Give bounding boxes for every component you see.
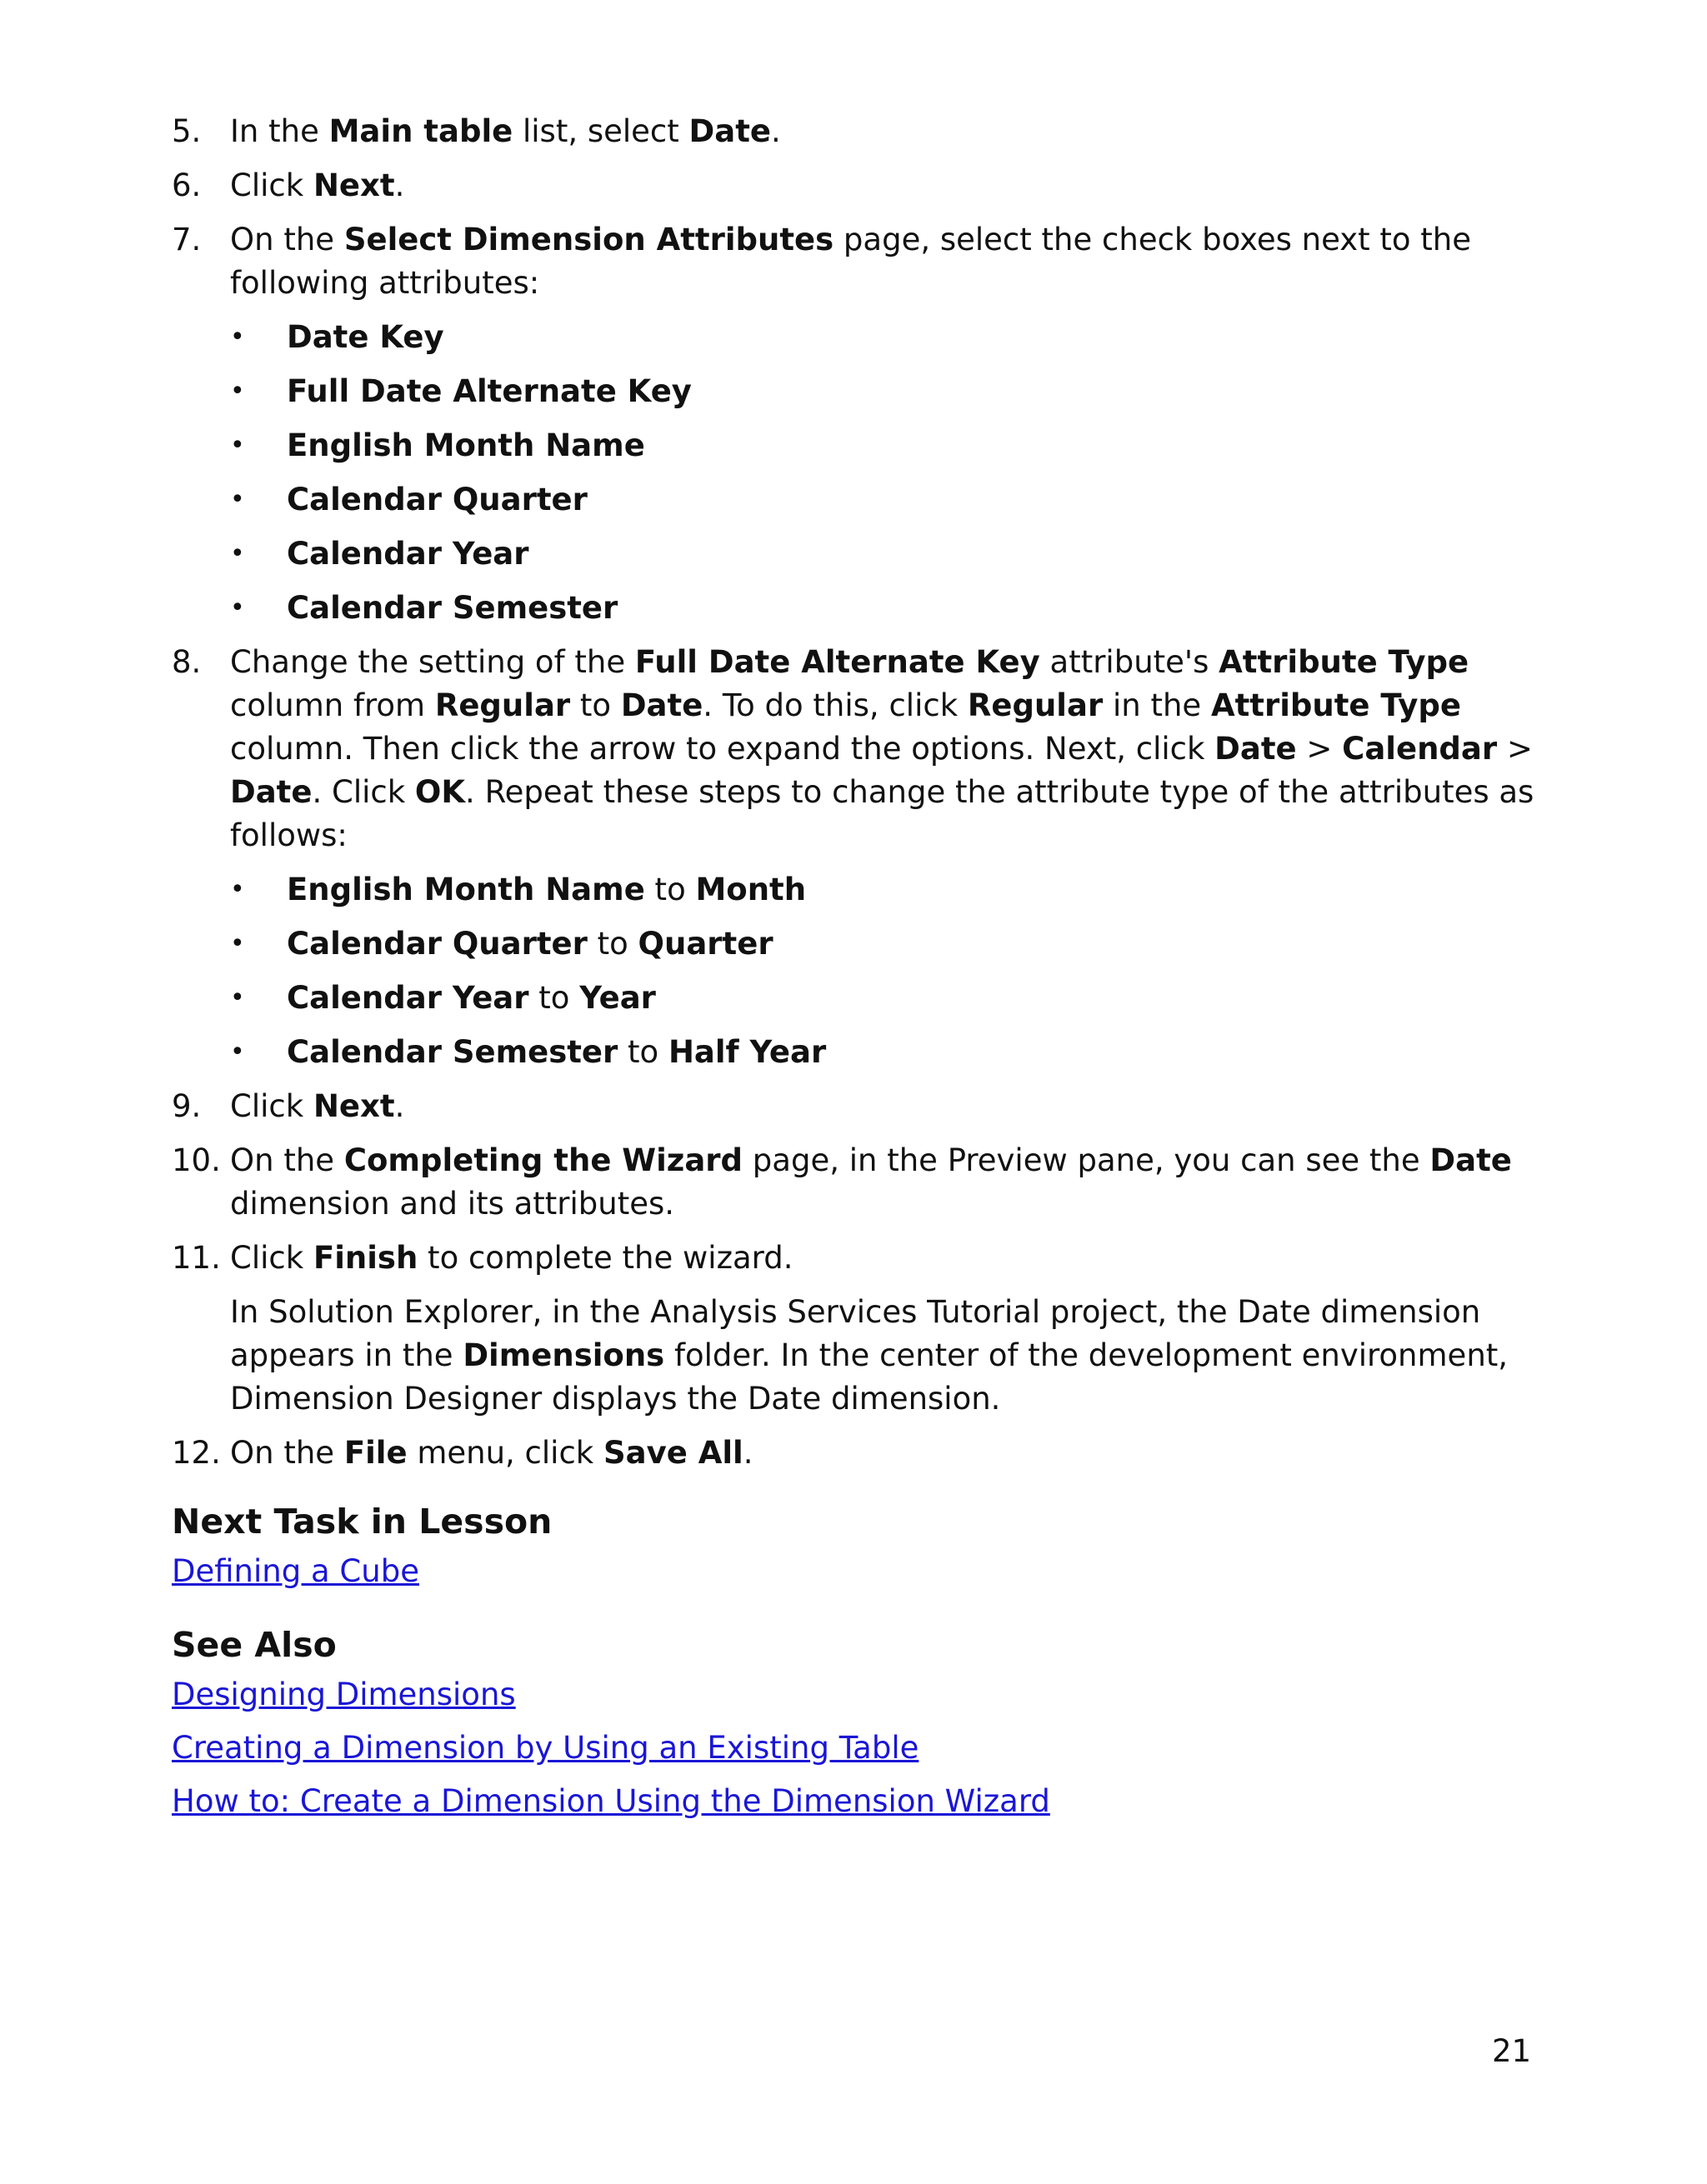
bold-text: Completing the Wizard <box>343 1142 743 1178</box>
see-also-heading: See Also <box>172 1625 337 1665</box>
bold-text: Date <box>230 774 313 810</box>
text: Click <box>230 167 313 203</box>
next-task-section <box>172 1500 1505 1603</box>
text: Change the setting of the <box>230 644 635 680</box>
bold-text: Date Key <box>287 319 444 355</box>
bold-text: Calendar Year <box>287 536 529 572</box>
bold-text: Calendar Quarter <box>287 482 588 517</box>
creating-dimension-existing-table-link[interactable]: Creating a Dimension by Using an Existing Table <box>172 1730 919 1766</box>
text: . Click <box>312 774 415 810</box>
text: . <box>743 1435 753 1471</box>
text: . <box>394 167 405 203</box>
step-item <box>172 110 1555 153</box>
step-item <box>172 1139 1555 1226</box>
attribute-bullet-list <box>230 868 1555 1074</box>
attribute-bullet-list <box>230 316 1555 630</box>
step-number: 6. <box>172 167 202 203</box>
bold-text: Date <box>620 687 703 723</box>
step-text <box>230 641 1555 857</box>
text: to <box>528 980 580 1016</box>
bullet-text <box>287 587 618 630</box>
text: Click <box>230 1240 313 1276</box>
text: to complete the wizard. <box>418 1240 793 1276</box>
step-text <box>230 110 1555 153</box>
step-text <box>230 1237 1555 1280</box>
step-text <box>230 164 1555 207</box>
create-dimension-wizard-link[interactable]: How to: Create a Dimension Using the Dimension Wizard <box>172 1783 1050 1819</box>
bold-text: Attribute Type <box>1219 644 1469 680</box>
step-item <box>172 218 1555 305</box>
bullet-item <box>230 868 1555 912</box>
bullet-icon: • <box>230 539 245 568</box>
bold-text: Select Dimension Attributes <box>343 222 834 257</box>
text: page, select the check boxes next to the following attributes: <box>230 222 1472 301</box>
bullet-item <box>230 922 1555 966</box>
bold-text: Dimensions <box>463 1337 665 1373</box>
bullet-icon: • <box>230 431 245 460</box>
text: column from <box>230 687 435 723</box>
bold-text: Year <box>579 980 656 1016</box>
page-number: 21 <box>1492 2033 1532 2069</box>
step-number: 12. <box>172 1435 221 1471</box>
bold-text: English Month Name <box>287 872 645 907</box>
defining-a-cube-link[interactable]: Defining a Cube <box>172 1553 419 1589</box>
bold-text: Attribute Type <box>1210 687 1461 723</box>
step-number: 10. <box>172 1142 221 1178</box>
bold-text: Quarter <box>638 926 773 962</box>
numbered-steps-list <box>172 110 1555 1486</box>
bullet-item <box>230 977 1555 1020</box>
bullet-text <box>287 370 692 413</box>
text: In Solution Explorer, in the Analysis Services Tutorial project, the Date dimension appears in the <box>230 1294 1481 1373</box>
bold-text: Date <box>1429 1142 1512 1178</box>
step-item <box>172 641 1555 857</box>
step-number: 5. <box>172 113 202 149</box>
bold-text: Calendar Year <box>287 980 529 1016</box>
step-number: 9. <box>172 1088 202 1124</box>
step-text <box>230 1085 1555 1128</box>
bullet-item <box>230 424 1555 467</box>
bullet-icon: • <box>230 377 245 406</box>
bullet-item <box>230 478 1555 522</box>
bullet-item <box>230 316 1555 359</box>
bullet-item <box>230 532 1555 576</box>
text: dimension and its attributes. <box>230 1186 675 1222</box>
bullet-text <box>287 478 588 522</box>
text: menu, click <box>407 1435 603 1471</box>
bullet-text <box>287 316 444 359</box>
text: in the <box>1103 687 1211 723</box>
designing-dimensions-link[interactable]: Designing Dimensions <box>172 1677 516 1712</box>
bullet-item <box>230 587 1555 630</box>
bullet-text <box>287 532 529 576</box>
bold-text: Next <box>313 1088 395 1124</box>
text: to <box>587 926 638 962</box>
bullet-icon: • <box>230 322 245 352</box>
text: to <box>644 872 696 907</box>
text: On the <box>230 1435 344 1471</box>
bold-text: Full Date Alternate Key <box>287 373 692 409</box>
bold-text: Save All <box>603 1435 743 1471</box>
step-number: 7. <box>172 222 202 257</box>
step-text <box>230 1432 1555 1475</box>
bold-text: Half Year <box>668 1034 827 1070</box>
bullet-item <box>230 1031 1555 1074</box>
bold-text: Regular <box>967 687 1104 723</box>
text: column. Then click the arrow to expand the options. Next, click <box>230 731 1215 767</box>
text: folder. In the center of the development environment, Dimension Designer displays the Date dimension. <box>230 1337 1509 1417</box>
text: . To do this, click <box>703 687 968 723</box>
bullet-text <box>287 977 656 1020</box>
bullet-icon: • <box>230 593 245 622</box>
bold-text: OK <box>414 774 466 810</box>
step-number: 8. <box>172 644 202 680</box>
text: > <box>1296 731 1343 767</box>
bold-text: Calendar Semester <box>287 1034 618 1070</box>
step-text <box>230 1139 1555 1226</box>
bold-text: File <box>343 1435 408 1471</box>
text: to <box>618 1034 668 1070</box>
step-note-paragraph <box>230 1291 1555 1421</box>
bold-text: Calendar Semester <box>287 590 618 626</box>
bold-text: Next <box>313 167 395 203</box>
see-also-section <box>172 1623 1505 1833</box>
bullet-icon: • <box>230 485 245 514</box>
text: On the <box>230 1142 344 1178</box>
bullet-text <box>287 424 645 467</box>
bullet-icon: • <box>230 929 245 958</box>
bullet-icon: • <box>230 983 245 1012</box>
bold-text: Calendar <box>1342 731 1498 767</box>
text: > <box>1497 731 1533 767</box>
bold-text: Date <box>1214 731 1297 767</box>
bullet-text <box>287 868 806 912</box>
bullet-icon: • <box>230 875 245 904</box>
bullet-icon: • <box>230 1037 245 1067</box>
bullet-text <box>287 1031 826 1074</box>
bullet-text <box>287 922 773 966</box>
step-item <box>172 1237 1555 1280</box>
step-item <box>172 1085 1555 1128</box>
bold-text: Finish <box>313 1240 418 1276</box>
text: attribute's <box>1039 644 1219 680</box>
text: . <box>771 113 781 149</box>
next-task-heading: Next Task in Lesson <box>172 1502 553 1542</box>
bold-text: English Month Name <box>287 427 645 463</box>
text: . Repeat these steps to change the attribute type of the attributes as follows: <box>230 774 1534 853</box>
bold-text: Calendar Quarter <box>287 926 588 962</box>
text: list, select <box>513 113 689 149</box>
step-number: 11. <box>172 1240 221 1276</box>
text: page, in the Preview pane, you can see the <box>743 1142 1430 1178</box>
bold-text: Full Date Alternate Key <box>634 644 1040 680</box>
text: In the <box>230 113 329 149</box>
step-item <box>172 1432 1555 1475</box>
step-item <box>172 164 1555 207</box>
text: Click <box>230 1088 313 1124</box>
text: to <box>570 687 621 723</box>
bold-text: Date <box>688 113 772 149</box>
bold-text: Regular <box>434 687 571 723</box>
step-text <box>230 218 1555 305</box>
bullet-item <box>230 370 1555 413</box>
bold-text: Month <box>695 872 807 907</box>
text: On the <box>230 222 344 257</box>
bold-text: Main table <box>328 113 513 149</box>
text: . <box>394 1088 405 1124</box>
